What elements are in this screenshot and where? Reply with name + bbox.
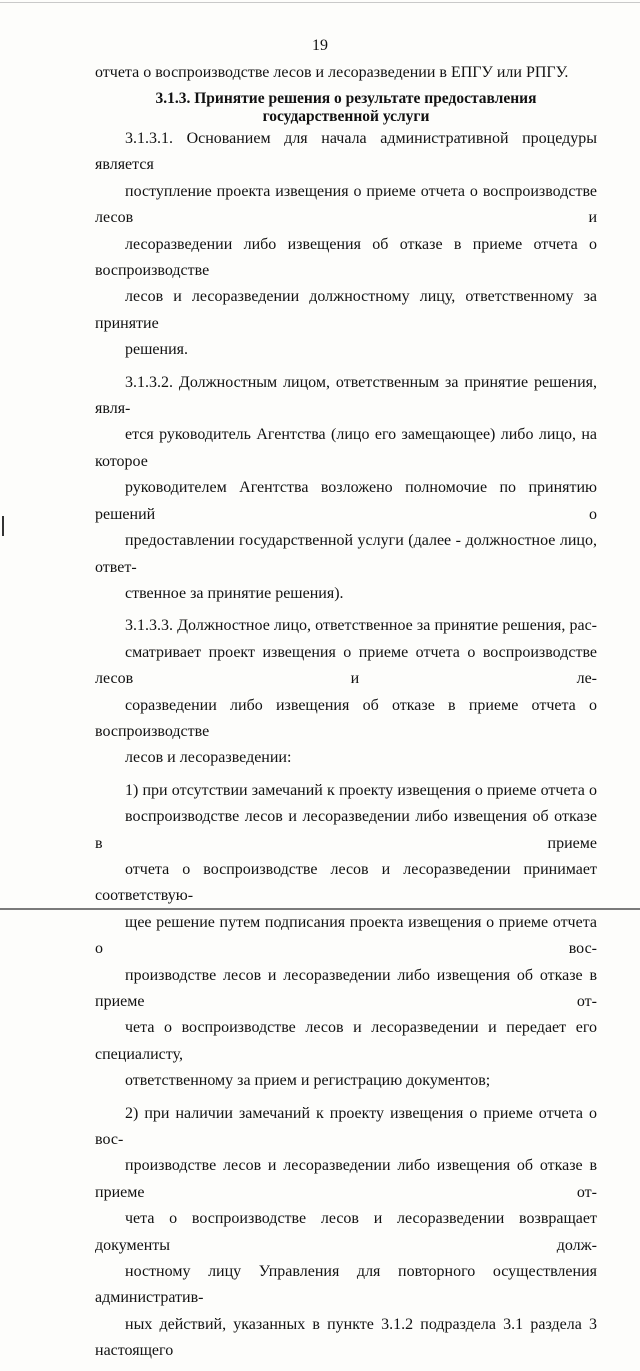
- text-line: ственное за принятие решения).: [125, 584, 344, 602]
- text-line: воспроизводстве лесов и лесоразведении либо извещения об отказе в приеме: [95, 808, 597, 852]
- paragraph-3-1-3-2: [95, 370, 597, 608]
- text-line: лесов и лесоразведении должностному лицу, ответственному за принятие: [95, 288, 597, 332]
- text-line: 3.1.3.1. Основанием для начала административной процедуры является: [95, 130, 597, 174]
- text-line: чета о воспроизводстве лесов и лесоразведении возвращает документы долж-: [95, 1210, 597, 1254]
- text-line: ответственному за прием и регистрацию документов;: [125, 1072, 491, 1090]
- text-line: лесов и лесоразведении:: [125, 749, 292, 767]
- paragraph-3-1-3-3: [95, 613, 597, 771]
- text-line: чета о воспроизводстве лесов и лесоразведении и передает его специалисту,: [95, 1019, 597, 1063]
- text-line: 2) при наличии замечаний к проекту извещения о приеме отчета о вос-: [95, 1104, 597, 1149]
- text-line: 3.1.3.2. Должностным лицом, ответственным за принятие решения, явля-: [95, 373, 597, 418]
- paragraph-3-1-3-1: [95, 126, 597, 364]
- text-line: производстве лесов и лесоразведении либо извещения об отказе в приеме от-: [95, 966, 597, 1010]
- text-line: решения.: [125, 341, 189, 359]
- text-line: отчета о воспроизводстве лесов и лесоразведении принимает соответствую-: [95, 860, 597, 905]
- list-item-2: [95, 1101, 597, 1365]
- text-line: щее решение путем подписания проекта извещения о приеме отчета о вос-: [95, 913, 597, 958]
- text-line: 1) при отсутствии замечаний к проекту извещения о приеме отчета о: [125, 781, 597, 799]
- text-line: предоставлении государственной услуги (далее - должностное лицо, ответ-: [95, 532, 597, 576]
- scan-bottom-edge: [0, 908, 640, 910]
- text-line: производстве лесов и лесоразведении либо извещения об отказе в приеме от-: [95, 1157, 597, 1201]
- continuation-line: [95, 60, 597, 86]
- text-line: сматривает проект извещения о приеме отчета о воспроизводстве лесов и ле-: [95, 643, 597, 688]
- text-line: руководителем Агентства возложено полномочие по принятию решений о: [95, 479, 597, 523]
- heading-line-2: государственной услуги: [262, 108, 430, 125]
- text-line: лесоразведении либо извещения об отказе в приеме отчета о воспроизводстве: [95, 235, 597, 280]
- text-line: ется руководитель Агентства (лицо его замещающее) либо лицо, на которое: [95, 426, 597, 470]
- page-number: 19: [312, 37, 328, 54]
- text-line: 3.1.3.3. Должностное лицо, ответственное за принятие решения, рас-: [125, 617, 597, 635]
- section-heading: [95, 90, 597, 126]
- list-item-1: [95, 778, 597, 1095]
- text-line: ностному лицу Управления для повторного осуществления административ-: [95, 1263, 597, 1307]
- scan-margin-mark: [2, 516, 4, 536]
- document-body: [95, 126, 597, 1371]
- text-line: поступление проекта извещения о приеме отчета о воспроизводстве лесов и: [95, 182, 597, 227]
- text-line: соразведении либо извещения об отказе в приеме отчета о воспроизводстве: [95, 696, 597, 740]
- scan-top-edge: [0, 2, 640, 3]
- continuation-text: отчета о воспроизводстве лесов и лесоразведении в ЕПГУ или РПГУ.: [95, 64, 569, 81]
- heading-line-1: 3.1.3. Принятие решения о результате предоставления: [155, 90, 537, 107]
- text-line: ных действий, указанных в пункте 3.1.2 подраздела 3.1 раздела 3 настоящего: [95, 1315, 597, 1360]
